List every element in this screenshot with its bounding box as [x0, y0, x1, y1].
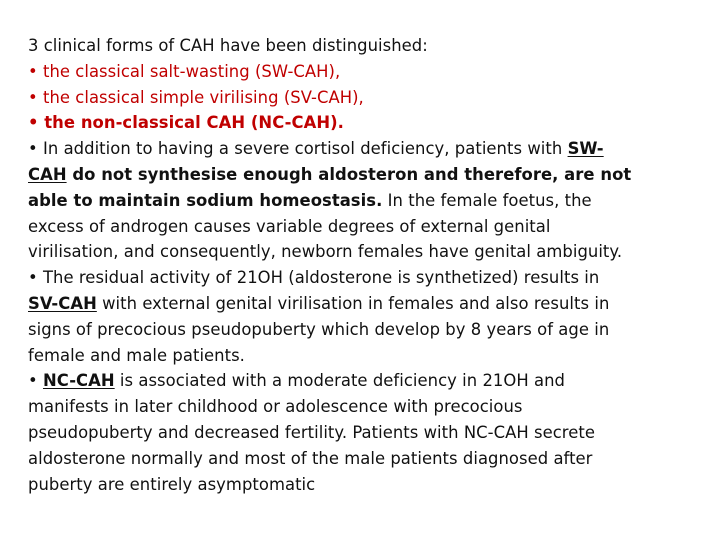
- paragraph-nc-cah-line-3: pseudopuberty and decreased fertility. Patients with NC-CAH secrete: [28, 422, 595, 442]
- paragraph-sv-cah-line-2: SV-CAH with external genital virilisation in females and also results in: [28, 293, 610, 313]
- paragraph-nc-cah-line-4: aldosterone normally and most of the male patients diagnosed after: [28, 448, 593, 468]
- form-item-non-classical: • the non-classical CAH (NC-CAH).: [28, 113, 344, 133]
- paragraph-sw-cah-line-2: CAH do not synthesise enough aldosteron and therefore, are not: [28, 164, 632, 184]
- paragraph-sw-cah-line-3: able to maintain sodium homeostasis. In the female foetus, the: [28, 190, 592, 210]
- paragraph-sv-cah-line-4: female and male patients.: [28, 345, 245, 365]
- paragraph-sv-cah-line-3: signs of precocious pseudopuberty which develop by 8 years of age in: [28, 319, 610, 339]
- slide-body: [28, 33, 696, 497]
- paragraph-nc-cah-line-5: puberty are entirely asymptomatic: [28, 474, 316, 494]
- sv-cah-term: SV-CAH: [28, 293, 97, 313]
- paragraph-sw-cah-line-4: excess of androgen causes variable degrees of external genital: [28, 216, 551, 236]
- form-item-salt-wasting: • the classical salt-wasting (SW-CAH),: [28, 61, 341, 81]
- paragraph-sw-cah-line-1: • In addition to having a severe cortisol deficiency, patients with SW-: [28, 139, 604, 159]
- sw-cah-term: SW-: [567, 139, 604, 159]
- paragraph-sv-cah-line-1: • The residual activity of 21OH (aldosterone is synthetized) results in: [28, 268, 600, 288]
- paragraph-sw-cah-line-5: virilisation, and consequently, newborn females have genital ambiguity.: [28, 242, 623, 262]
- paragraph-nc-cah-line-2: manifests in later childhood or adolescence with precocious: [28, 397, 523, 417]
- nc-cah-term: NC-CAH: [42, 371, 115, 391]
- form-item-simple-virilising: • the classical simple virilising (SV-CAH),: [28, 87, 364, 107]
- sw-cah-term-cont: CAH: [28, 164, 67, 184]
- paragraph-nc-cah-line-1: • NC-CAH is associated with a moderate deficiency in 21OH and: [28, 371, 565, 391]
- intro-line: 3 clinical forms of CAH have been distinguished:: [28, 36, 428, 55]
